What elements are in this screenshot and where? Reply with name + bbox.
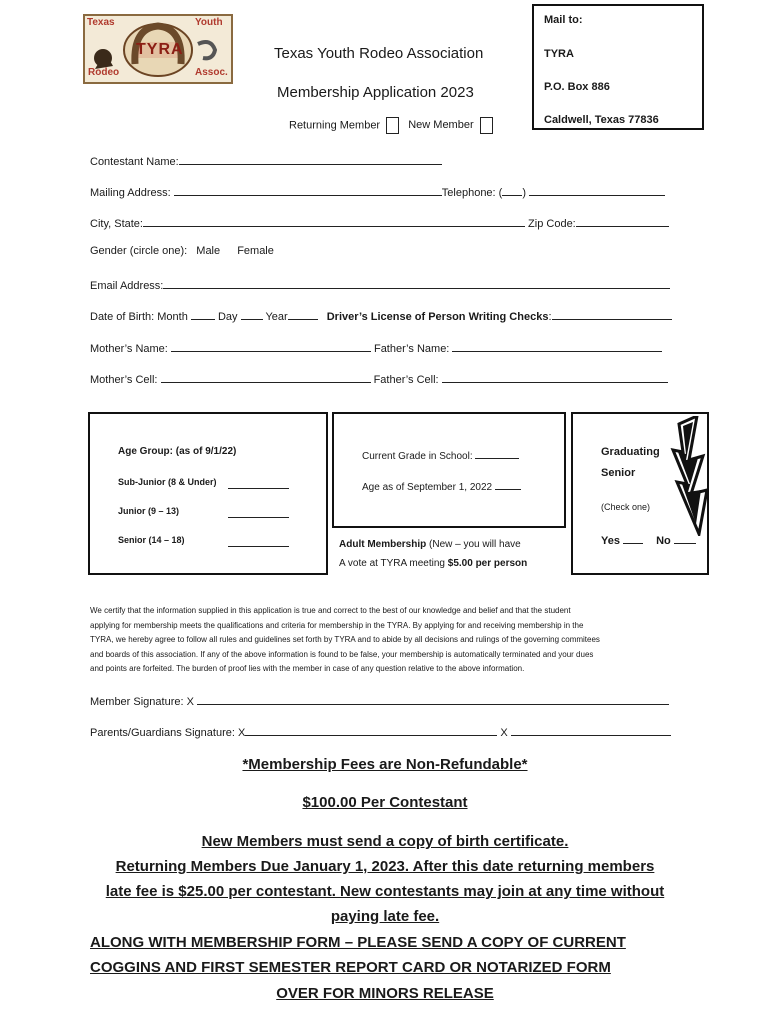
father-cell-field[interactable] bbox=[442, 370, 668, 383]
current-grade-label bbox=[362, 446, 519, 462]
mail-to-label: Mail to: bbox=[544, 14, 583, 26]
mother-name-label: Mother’s Name: bbox=[90, 343, 168, 355]
age-as-of-field[interactable] bbox=[495, 477, 521, 490]
no-label: No bbox=[656, 535, 671, 547]
father-cell-label: Father’s Cell: bbox=[373, 374, 439, 386]
mailing-address-label: Mailing Address: bbox=[90, 187, 171, 199]
certify-line: applying for membership meets the qualifications and criteria for membership in the TYRA. By applying for and receiving membership in the bbox=[90, 620, 584, 630]
due-date-note: Returning Members Due January 1, 2023. After this date returning members bbox=[115, 858, 655, 875]
drivers-license-label: Driver’s License of Person Writing Checks bbox=[326, 311, 549, 323]
lightning-bolt-icon bbox=[669, 416, 711, 536]
parent-signature-label: Parents/Guardians Signature: X bbox=[90, 727, 246, 739]
age-group-box bbox=[88, 412, 328, 575]
telephone-field[interactable] bbox=[529, 183, 665, 196]
email-row bbox=[90, 276, 670, 292]
paying-late-fee-note: paying late fee. bbox=[330, 908, 440, 925]
non-refundable-note: *Membership Fees are Non-Refundable* bbox=[242, 756, 528, 773]
mail-to-box-number: P.O. Box 886 bbox=[544, 81, 610, 93]
adult-vote-text: A vote at TYRA meeting bbox=[339, 558, 448, 569]
email-label: Email Address: bbox=[90, 280, 164, 292]
current-grade-field[interactable] bbox=[475, 446, 519, 459]
mailing-address-row bbox=[90, 183, 665, 199]
email-field[interactable] bbox=[163, 276, 670, 289]
returning-member-label: Returning Member bbox=[289, 119, 381, 132]
new-member-label: New Member bbox=[408, 119, 474, 132]
along-with-note-line1: ALONG WITH MEMBERSHIP FORM – PLEASE SEND A COPY OF CURRENT bbox=[90, 934, 626, 951]
second-signature-field[interactable] bbox=[511, 723, 671, 736]
logo-text-tyra: TYRA bbox=[136, 41, 184, 58]
dob-row bbox=[90, 307, 672, 323]
certify-line: We certify that the information supplied in this application is true and correct to the best of our knowledge and belief and that the student bbox=[90, 606, 571, 615]
contestant-name-row bbox=[90, 152, 442, 168]
late-fee-note: late fee is $25.00 per contestant. New contestants may join at any time without bbox=[105, 883, 665, 900]
city-state-field[interactable] bbox=[143, 214, 525, 227]
zip-code-label: Zip Code: bbox=[528, 218, 576, 230]
certify-line: TYRA, we hereby agree to follow all rules and guidelines set forth by TYRA and to abide by all decisions and rulings of the governing commitees bbox=[90, 635, 600, 645]
mail-to-name: TYRA bbox=[544, 48, 574, 60]
graduating-senior-box bbox=[571, 412, 709, 575]
tyra-logo bbox=[83, 14, 233, 84]
along-with-note-line3: OVER FOR MINORS RELEASE bbox=[276, 985, 494, 1002]
logo-text-rodeo: Rodeo bbox=[88, 67, 120, 78]
zip-code-field[interactable] bbox=[576, 214, 669, 227]
senior-title: Senior bbox=[601, 467, 636, 479]
contestant-name-field[interactable] bbox=[179, 152, 442, 165]
graduating-title: Graduating bbox=[601, 446, 660, 458]
certify-line: and points are forfeited. The burden of proof lies with the member in case of any question relative to the above information. bbox=[90, 664, 525, 674]
drivers-license-colon: : bbox=[548, 311, 552, 323]
drivers-license-field[interactable] bbox=[552, 307, 672, 320]
dob-month-field[interactable] bbox=[191, 307, 215, 320]
certify-line: and boards of this association. If any of the above information is found to be false, your membership is automatically terminated and your dues bbox=[90, 649, 594, 659]
mother-cell-label: Mother’s Cell: bbox=[90, 374, 158, 386]
dob-year-label: Year bbox=[265, 311, 288, 323]
senior-label: Senior (14 – 18) bbox=[118, 535, 185, 545]
contestant-name-label: Contestant Name: bbox=[90, 156, 179, 168]
dob-month-label: Date of Birth: Month bbox=[90, 311, 188, 323]
mailing-address-field[interactable] bbox=[174, 183, 442, 196]
yes-field[interactable] bbox=[623, 531, 643, 544]
gender-female-option[interactable]: Female bbox=[237, 245, 274, 257]
age-group-title: Age Group: (as of 9/1/22) bbox=[118, 446, 237, 457]
mail-to-box bbox=[532, 4, 704, 130]
logo-text-texas: Texas bbox=[87, 17, 115, 28]
certification-text bbox=[90, 604, 690, 677]
senior-field[interactable] bbox=[228, 534, 289, 547]
along-with-note-line2: COGGINS AND FIRST SEMESTER REPORT CARD OR NOTARIZED FORM bbox=[90, 959, 611, 976]
current-grade-text: Current Grade in School: bbox=[362, 451, 473, 462]
mail-to-city: Caldwell, Texas 77836 bbox=[544, 114, 659, 126]
telephone-area-field[interactable] bbox=[502, 183, 522, 196]
second-signature-x: X bbox=[500, 727, 508, 739]
city-state-label: City, State: bbox=[90, 218, 143, 230]
new-member-checkbox[interactable] bbox=[480, 117, 493, 134]
member-signature-field[interactable] bbox=[197, 692, 669, 705]
parent-cells-row bbox=[90, 370, 668, 386]
father-name-label: Father’s Name: bbox=[373, 343, 450, 355]
junior-label: Junior (9 – 13) bbox=[118, 506, 180, 516]
telephone-label: Telephone: ( bbox=[441, 187, 503, 199]
gender-label: Gender (circle one): bbox=[90, 245, 188, 257]
gender-male-option[interactable]: Male bbox=[196, 245, 221, 257]
mother-name-field[interactable] bbox=[171, 339, 371, 352]
logo-text-assoc: Assoc. bbox=[195, 67, 228, 78]
sub-junior-label: Sub-Junior (8 & Under) bbox=[118, 477, 217, 487]
parent-signature-row bbox=[90, 723, 671, 739]
member-type-row bbox=[289, 117, 493, 134]
age-as-of-label bbox=[362, 477, 521, 493]
form-title: Membership Application 2023 bbox=[277, 84, 474, 101]
telephone-paren: ) bbox=[522, 187, 526, 199]
fee-note: $100.00 Per Contestant bbox=[302, 794, 468, 811]
dob-day-label: Day bbox=[217, 311, 238, 323]
dob-day-field[interactable] bbox=[241, 307, 263, 320]
adult-membership-line1 bbox=[339, 539, 521, 550]
city-state-row bbox=[90, 214, 669, 230]
dob-year-field[interactable] bbox=[288, 307, 318, 320]
father-name-field[interactable] bbox=[452, 339, 662, 352]
adult-fee: $5.00 per person bbox=[447, 558, 528, 569]
sub-junior-field[interactable] bbox=[228, 476, 289, 489]
age-as-of-text: Age as of September 1, 2022 bbox=[362, 482, 493, 493]
grade-box bbox=[332, 412, 566, 528]
mother-cell-field[interactable] bbox=[161, 370, 371, 383]
parent-names-row bbox=[90, 339, 662, 355]
returning-member-checkbox[interactable] bbox=[386, 117, 399, 134]
junior-field[interactable] bbox=[228, 505, 289, 518]
yes-label: Yes bbox=[601, 535, 620, 547]
adult-membership-line2 bbox=[339, 558, 527, 569]
parent-signature-field[interactable] bbox=[245, 723, 497, 736]
member-signature-row bbox=[90, 692, 669, 708]
check-one-label: (Check one) bbox=[601, 502, 651, 512]
gender-row bbox=[90, 245, 274, 257]
birth-certificate-note: New Members must send a copy of birth certificate. bbox=[201, 833, 569, 850]
member-signature-label: Member Signature: X bbox=[90, 696, 194, 708]
org-name: Texas Youth Rodeo Association bbox=[274, 45, 484, 62]
logo-text-youth: Youth bbox=[195, 17, 223, 28]
adult-membership-title: Adult Membership bbox=[339, 539, 427, 550]
adult-membership-text: (New – you will have bbox=[426, 539, 521, 550]
